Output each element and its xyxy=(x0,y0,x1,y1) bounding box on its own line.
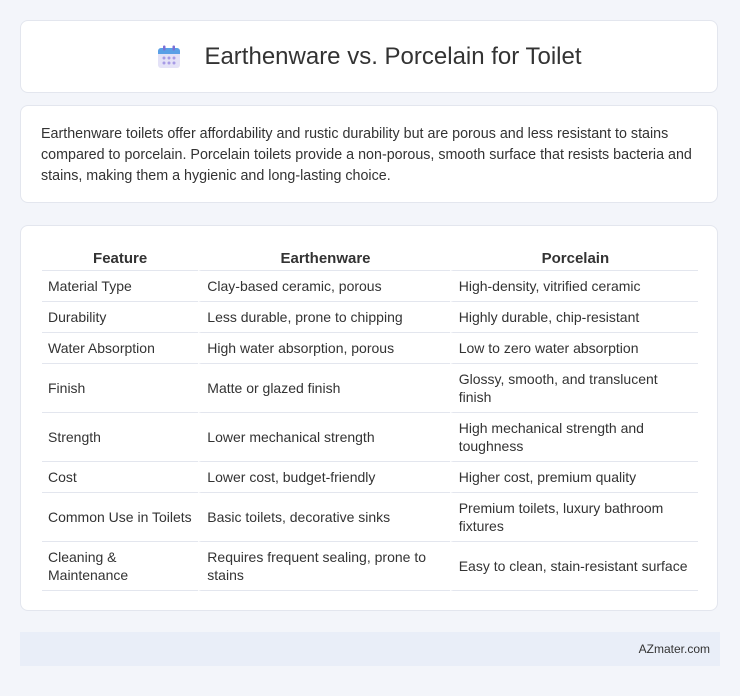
calendar-icon xyxy=(156,44,182,70)
table-row xyxy=(42,302,698,333)
earthenware-cell: Less durable, prone to chipping xyxy=(198,302,449,333)
header-porcelain: Porcelain xyxy=(450,246,698,271)
table-row xyxy=(42,364,698,413)
porcelain-cell: Easy to clean, stain-resistant surface xyxy=(450,542,698,591)
porcelain-cell: Low to zero water absorption xyxy=(450,333,698,364)
comparison-table xyxy=(42,246,698,591)
table-header-row xyxy=(42,246,698,271)
porcelain-cell: High mechanical strength and toughness xyxy=(450,413,698,462)
porcelain-cell: Premium toilets, luxury bathroom fixtures xyxy=(450,493,698,542)
feature-cell: Strength xyxy=(42,413,198,462)
earthenware-cell: Requires frequent sealing, prone to stains xyxy=(198,542,449,591)
earthenware-cell: Basic toilets, decorative sinks xyxy=(198,493,449,542)
footer xyxy=(20,632,720,666)
table-row xyxy=(42,462,698,493)
comparison-table-card xyxy=(20,225,718,611)
porcelain-cell: Glossy, smooth, and translucent finish xyxy=(450,364,698,413)
porcelain-cell: High-density, vitrified ceramic xyxy=(450,271,698,302)
summary-card xyxy=(20,105,718,203)
page-title: Earthenware vs. Porcelain for Toilet xyxy=(204,42,582,70)
earthenware-cell: High water absorption, porous xyxy=(198,333,449,364)
earthenware-cell: Lower cost, budget-friendly xyxy=(198,462,449,493)
earthenware-cell: Clay-based ceramic, porous xyxy=(198,271,449,302)
porcelain-cell: Higher cost, premium quality xyxy=(450,462,698,493)
table-row xyxy=(42,271,698,302)
footer-site-link[interactable]: AZmater.com xyxy=(638,642,710,656)
header-feature: Feature xyxy=(42,246,198,271)
feature-cell: Cleaning & Maintenance xyxy=(42,542,198,591)
feature-cell: Cost xyxy=(42,462,198,493)
earthenware-cell: Lower mechanical strength xyxy=(198,413,449,462)
title-card xyxy=(20,20,718,93)
table-row xyxy=(42,333,698,364)
feature-cell: Water Absorption xyxy=(42,333,198,364)
feature-cell: Durability xyxy=(42,302,198,333)
table-row xyxy=(42,413,698,462)
feature-cell: Finish xyxy=(42,364,198,413)
feature-cell: Common Use in Toilets xyxy=(42,493,198,542)
porcelain-cell: Highly durable, chip-resistant xyxy=(450,302,698,333)
table-row xyxy=(42,542,698,591)
header-earthenware: Earthenware xyxy=(198,246,449,271)
feature-cell: Material Type xyxy=(42,271,198,302)
earthenware-cell: Matte or glazed finish xyxy=(198,364,449,413)
summary-text: Earthenware toilets offer affordability and rustic durability but are porous and less resistant to stains compared to porcelain. Porcelain toilets provide a non-porous, smooth surface that resists bacteria and stains, making them a hygienic and long-lasting choice. xyxy=(41,126,692,184)
table-row xyxy=(42,493,698,542)
